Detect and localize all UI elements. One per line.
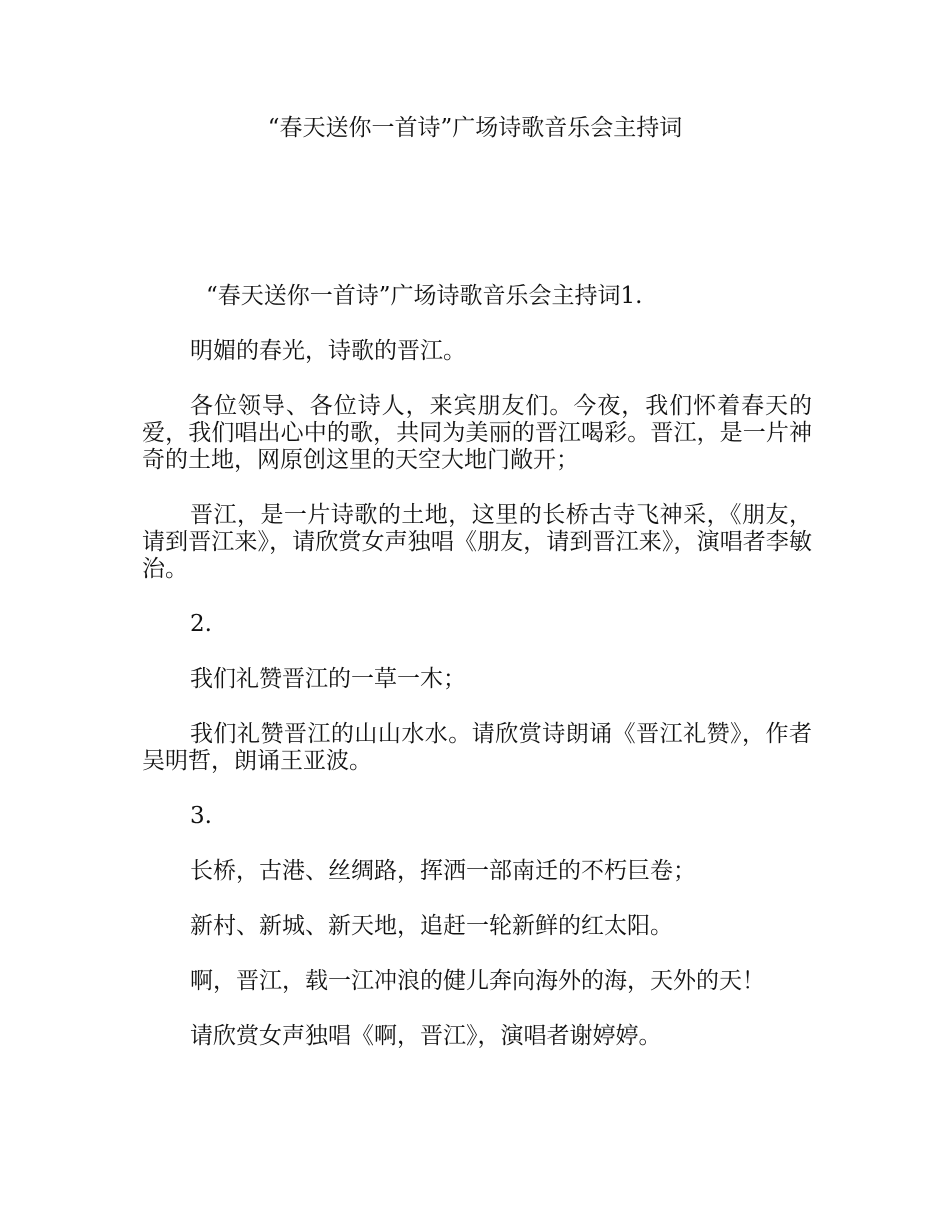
paragraph: 明媚的春光，诗歌的晋江。 [190,338,466,364]
paragraph: 我们礼赞晋江的山山水水。请欣赏诗朗诵《晋江礼赞》，作者吴明哲，朗诵王亚波。 [142,721,812,774]
paragraph: 长桥，古港、丝绸路，挥洒一部南迁的不朽巨卷； [190,858,696,884]
section-heading: “春天送你一首诗”广场诗歌音乐会主持词1. [206,283,643,309]
document-title: “春天送你一首诗”广场诗歌音乐会主持词 [267,115,683,141]
paragraph: 啊，晋江，载一江冲浪的健儿奔向海外的海，天外的天！ [190,968,765,994]
paragraph: 新村、新城、新天地，追赶一轮新鲜的红太阳。 [190,913,673,939]
paragraph: 晋江，是一片诗歌的土地，这里的长桥古寺飞神采，《朋友，请到晋江来》，请欣赏女声独唱《朋友，请到晋江来》，演唱者李敏治。 [142,502,812,582]
paragraph: 我们礼赞晋江的一草一木； [190,666,466,692]
document-body [142,283,812,1078]
paragraph: 请欣赏女声独唱《啊，晋江》，演唱者谢婷婷。 [190,1023,662,1049]
section-number: 3. [190,803,212,829]
section-number: 2. [190,611,212,637]
paragraph: 各位领导、各位诗人，来宾朋友们。今夜，我们怀着春天的爱，我们唱出心中的歌，共同为美丽的晋江喝彩。晋江，是一片神奇的土地，网原创这里的天空大地门敞开； [142,393,812,473]
